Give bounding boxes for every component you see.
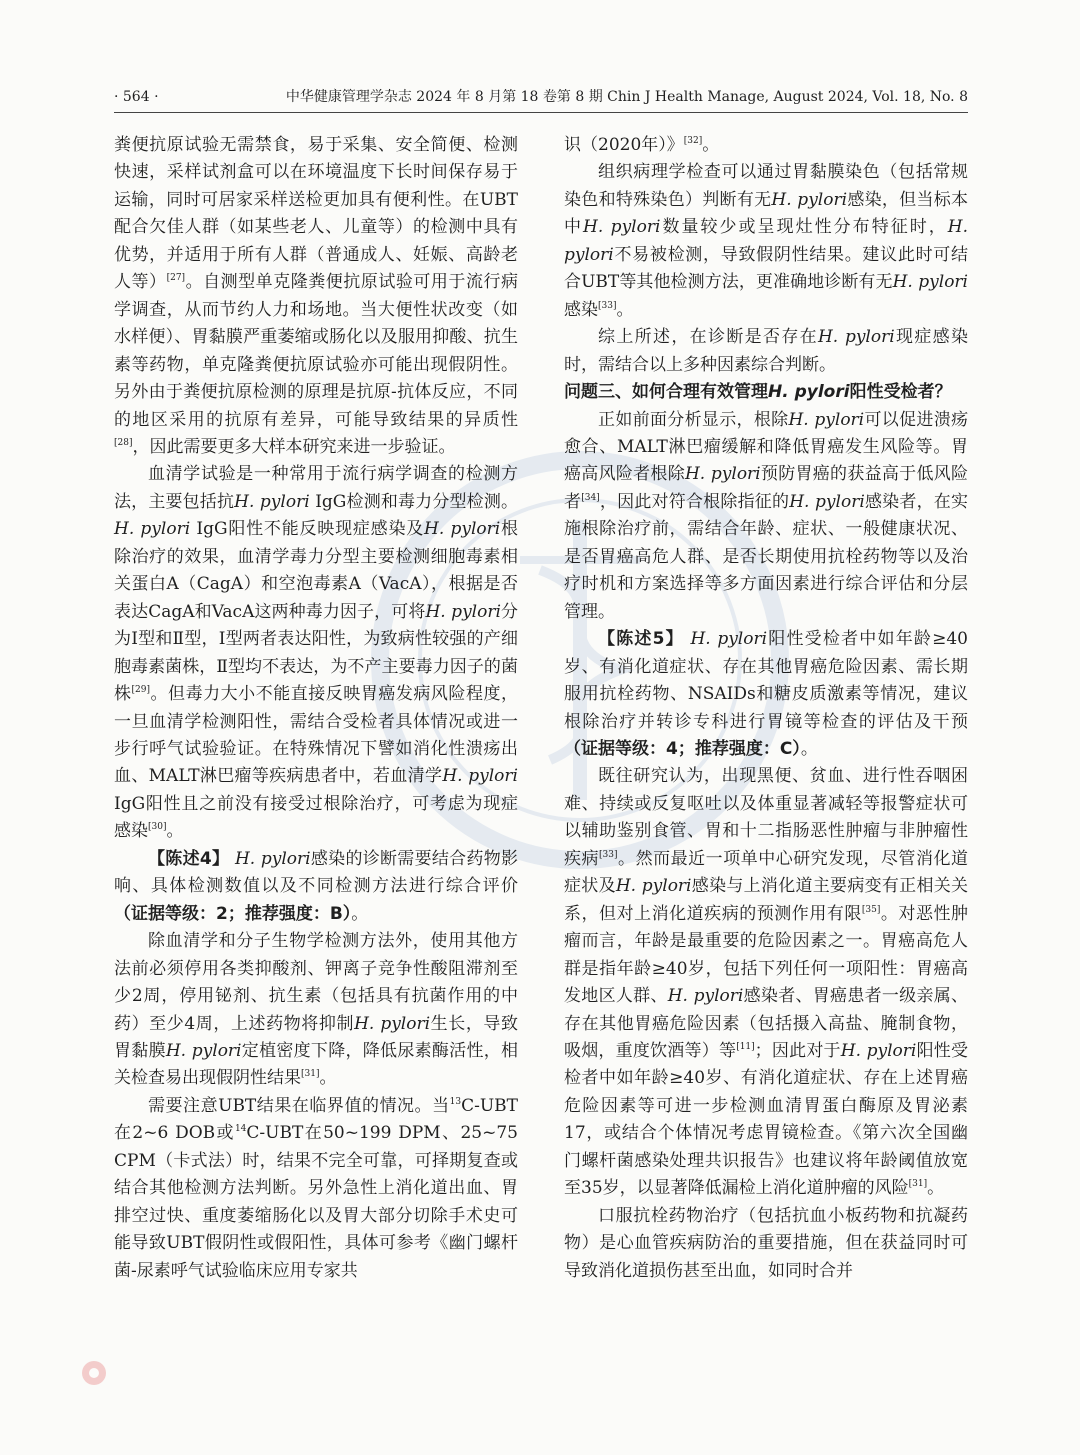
paragraph: 正如前面分析显示，根除H. pylori可以促进溃疡愈合、MALT淋巴瘤缓解和降低胃癌发生风险等。胃癌高风险者根除H. pylori预防胃癌的获益高于低风险者[34]，因此对符合根除指征的H. pylori感染者，在实施根除治疗前，需结合年龄、症状、一般健康状况、是否胃癌高危人群、是否长期使用抗栓药物等以及治疗时机和方案选择等多方面因素进行综合评估和分层管理。 — [564, 409, 969, 622]
flower-logo-icon — [80, 1359, 108, 1387]
paragraph: 血清学试验是一种常用于流行病学调查的检测方法，主要包括抗H. pylori IgG检测和毒力分型检测。H. pylori IgG阳性不能反映现症感染及H. pylori根除治疗的效果，血清学毒力分型主要检测细胞毒素相关蛋白A（CagA）和空泡毒素A（VacA），根据是否表达CagA和VacA这两种毒力因子，可将H. pylori分为Ⅰ型和Ⅱ型，Ⅰ型两者表达阳性，为致病性较强的产细胞毒素菌株，Ⅱ型均不表达，为不产主要毒力因子的菌株[29]。但毒力大小不能直接反映胃癌发病风险程度，一旦血清学检测阳性，需结合受检者具体情况或进一步行呼气试验验证。在特殊情况下譬如消化性溃疡出血、MALT淋巴瘤等疾病患者中，若血清学H. pylori IgG阳性且之前没有接受过根除治疗，可考虑为现症感染[30]。 — [114, 464, 519, 842]
paragraph: 口服抗栓药物治疗（包括抗血小板药物和抗凝药物）是心血管疾病防治的重要措施，但在获益同时可导致消化道损伤甚至出血，如同时合并 — [564, 1205, 968, 1281]
right-column — [564, 132, 968, 1285]
paragraph: 既往研究认为，出现黑便、贫血、进行性吞咽困难、持续或反复呕吐以及体重显著减轻等报警症状可以辅助鉴别食管、胃和十二指肠恶性肿瘤与非肿瘤性疾病[33]。然而最近一项单中心研究发现，尽管消化道症状及H. pylori感染与上消化道主要病变有正相关关系，但对上消化道疾病的预测作用有限[35]。对恶性肿瘤而言，年龄是最重要的危险因素之一。胃癌高危人群是指年龄≥40岁，包括下列任何一项阳性：胃癌高发地区人群、H. pylori感染者、胃癌患者一级亲属、存在其他胃癌危险因素（包括摄入高盐、腌制食物，吸烟，重度饮酒等）等[11]；因此对于H. pylori阳性受检者中如年龄≥40岁、有消化道症状、存在上述胃癌危险因素等可进一步检测血清胃蛋白酶原及胃泌素17，或结合个体情况考虑胃镜检查。《第六次全国幽门螺杆菌感染处理共识报告》也建议将年龄阈值放宽至35岁，以显著降低漏检上消化道肿瘤的风险[31]。 — [564, 766, 969, 1199]
header-rule — [114, 112, 968, 113]
section-heading: 问题三、如何合理有效管理H. pylori阳性受检者？ — [564, 382, 952, 403]
journal-citation: 中华健康管理学杂志 2024 年 8 月第 18 卷第 8 期 Chin J Health Manage, August 2024, Vol. 18, No. 8 — [285, 89, 968, 105]
paragraph: 粪便抗原试验无需禁食，易于采集、安全简便、检测快速，采样试剂盒可以在环境温度下长时间保存易于运输，同时可居家采样送检更加具有便利性。在UBT配合欠佳人群（如某些老人、儿童等）的检测中具有优势，并适用于所有人群（普通成人、妊娠、高龄老人等）[27]。自测型单克隆粪便抗原试验可用于流行病学调查，从而节约人力和场地。当大便性状改变（如水样便）、胃黏膜严重萎缩或肠化以及服用抑酸、抗生素等药物，单克隆粪便抗原试验亦可能出现假阴性。另外由于粪便抗原检测的原理是抗原-抗体反应，不同的地区采用的抗原有差异，可能导致结果的异质性[28]，因此需要更多大样本研究来进一步验证。 — [114, 135, 519, 457]
paragraph: 需要注意UBT结果在临界值的情况。当$^{13}$C-UBT在2~6 DOB或$^{14}$C-UBT在50~199 DPM、25~75 CPM（卡式法）时，结果不完全可靠，可择期复查或结合其他检测方法判断。另外急性上消化道出血、胃排空过快、重度萎缩肠化以及胃大部分切除手术史可能导致UBT假阴性或假阳性，具体可参考《幽门螺杆菌-尿素呼气试验临床应用专家共 — [114, 1095, 518, 1281]
paragraph: 综上所述，在诊断是否存在H. pylori现症感染时，需结合以上多种因素综合判断。 — [564, 327, 968, 375]
paragraph: 识（2020年）》[32]。 — [564, 135, 720, 155]
paragraph: 组织病理学检查可以通过胃黏膜染色（包括常规染色和特殊染色）判断有无H. pylori感染，但当标本中H. pylori数量较少或呈现灶性分布特征时，H. pylori不易被检测，导致假阴性结果。建议此时可结合UBT等其他检测方法，更准确地诊断有无H. pylori感染[33]。 — [564, 162, 969, 320]
publisher-watermark — [80, 1355, 380, 1405]
left-column — [114, 132, 518, 1285]
running-header — [114, 86, 968, 110]
page-number: · 564 · — [114, 89, 159, 105]
statement-5: 【陈述5】 H. pylori阳性受检者中如年龄≥40岁、有消化道症状、存在其他胃癌危险因素、需长期服用抗栓药物、NSAIDs和糖皮质激素等情况，建议根除治疗并转诊专科进行胃镜等检查的评估及干预（证据等级：4；推荐强度：C）。 — [564, 629, 968, 759]
paragraph: 除血清学和分子生物学检测方法外，使用其他方法前必须停用各类抑酸剂、钾离子竞争性酸阻滞剂至少2周，停用铋剂、抗生素（包括具有抗菌作用的中药）至少4周，上述药物将抑制H. pylori生长，导致胃黏膜H. pylori定植密度下降，降低尿素酶活性，相关检查易出现假阴性结果[31]。 — [114, 931, 519, 1089]
statement-4: 【陈述4】 H. pylori感染的诊断需要结合药物影响、具体检测数值以及不同检测方法进行综合评价（证据等级：2；推荐强度：B）。 — [114, 848, 518, 924]
